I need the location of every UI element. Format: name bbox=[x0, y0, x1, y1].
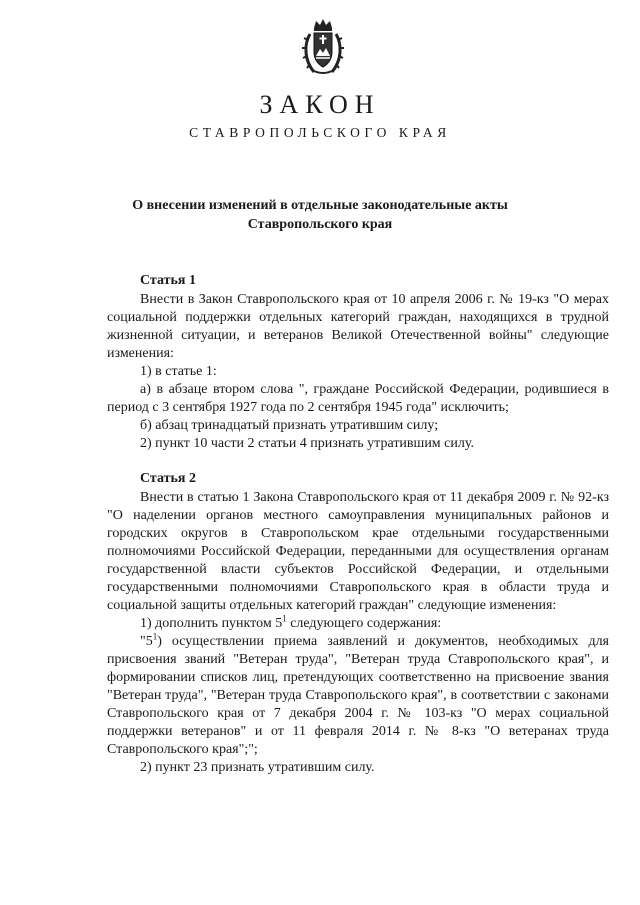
article-1-item-1b: б) абзац тринадцатый признать утратившим силу; bbox=[140, 418, 439, 433]
article-2-quoted-point bbox=[107, 633, 609, 759]
article-1-intro: Внести в Закон Ставропольского края от 10 апреля 2006 г. № 19-кз "О мерах социальной поддержки отдельных категорий граждан, находящихся в трудной жизненной ситуации, и ветеранов Великой Отечественной войны" следующие изменения: bbox=[107, 292, 609, 361]
document-title bbox=[100, 196, 540, 234]
article-2-item-1-tail: следующего содержания: bbox=[286, 616, 442, 631]
article-2-item-1-text: 1) дополнить пунктом 5 bbox=[140, 616, 283, 631]
article-2-item-1 bbox=[107, 615, 609, 633]
article-1-item-2: 2) пункт 10 части 2 статьи 4 признать утратившим силу. bbox=[140, 436, 474, 451]
quoted-point-number: "5 bbox=[140, 634, 153, 649]
quoted-point-superscript: 1 bbox=[152, 631, 158, 642]
document-title-line-1: О внесении изменений в отдельные законодательные акты bbox=[132, 198, 508, 213]
article-2-heading: Статья 2 bbox=[140, 471, 196, 486]
region-subtitle: СТАВРОПОЛЬСКОГО КРАЯ bbox=[189, 125, 451, 140]
article-1-heading: Статья 1 bbox=[140, 273, 196, 288]
quoted-point-text: ) осуществлении приема заявлений и документов, необходимых для присвоения званий "Ветеран труда", "Ветеран труда Ставропольского края", и формировании списков лиц, претендующих соответственно на присвоение звания "Ветеран труда", "Ветеран труда Ставропольского края", в соответствии с законами Ставропольского края от 7 декабря 2004 г. № 103-кз "О мерах социальной поддержки ветеранов" и от 11 февраля 2014 г. № 8-кз "О ветеранах труда Ставропольского края";"; bbox=[107, 634, 609, 757]
article-1 bbox=[107, 272, 609, 453]
law-title: ЗАКОН bbox=[259, 90, 381, 119]
article-2-item-2: 2) пункт 23 признать утратившим силу. bbox=[140, 760, 375, 775]
article-1-item-1: 1) в статье 1: bbox=[140, 364, 217, 379]
coat-of-arms-icon bbox=[302, 18, 344, 76]
article-2-item-1-superscript: 1 bbox=[282, 613, 287, 624]
article-1-item-1a: а) в абзаце втором слова ", граждане Российской Федерации, родившиеся в период с 3 сентября 1927 года по 2 сентября 1945 года" исключить; bbox=[107, 382, 609, 415]
document-title-line-2: Ставропольского края bbox=[247, 217, 393, 232]
article-2-intro: Внести в статью 1 Закона Ставропольского края от 11 декабря 2009 г. № 92-кз "О наделении органов местного самоуправления муниципальных районов и городских округов в Ставропольском крае отдельными государственными полномочиями Российской Федерации, переданными для осуществления органам государственной власти субъектов Российской Федерации, и отдельными государственными полномочиями Ставропольского края в области труда и социальной защиты отдельных категорий граждан" следующие изменения: bbox=[107, 490, 609, 613]
article-2 bbox=[107, 470, 609, 777]
